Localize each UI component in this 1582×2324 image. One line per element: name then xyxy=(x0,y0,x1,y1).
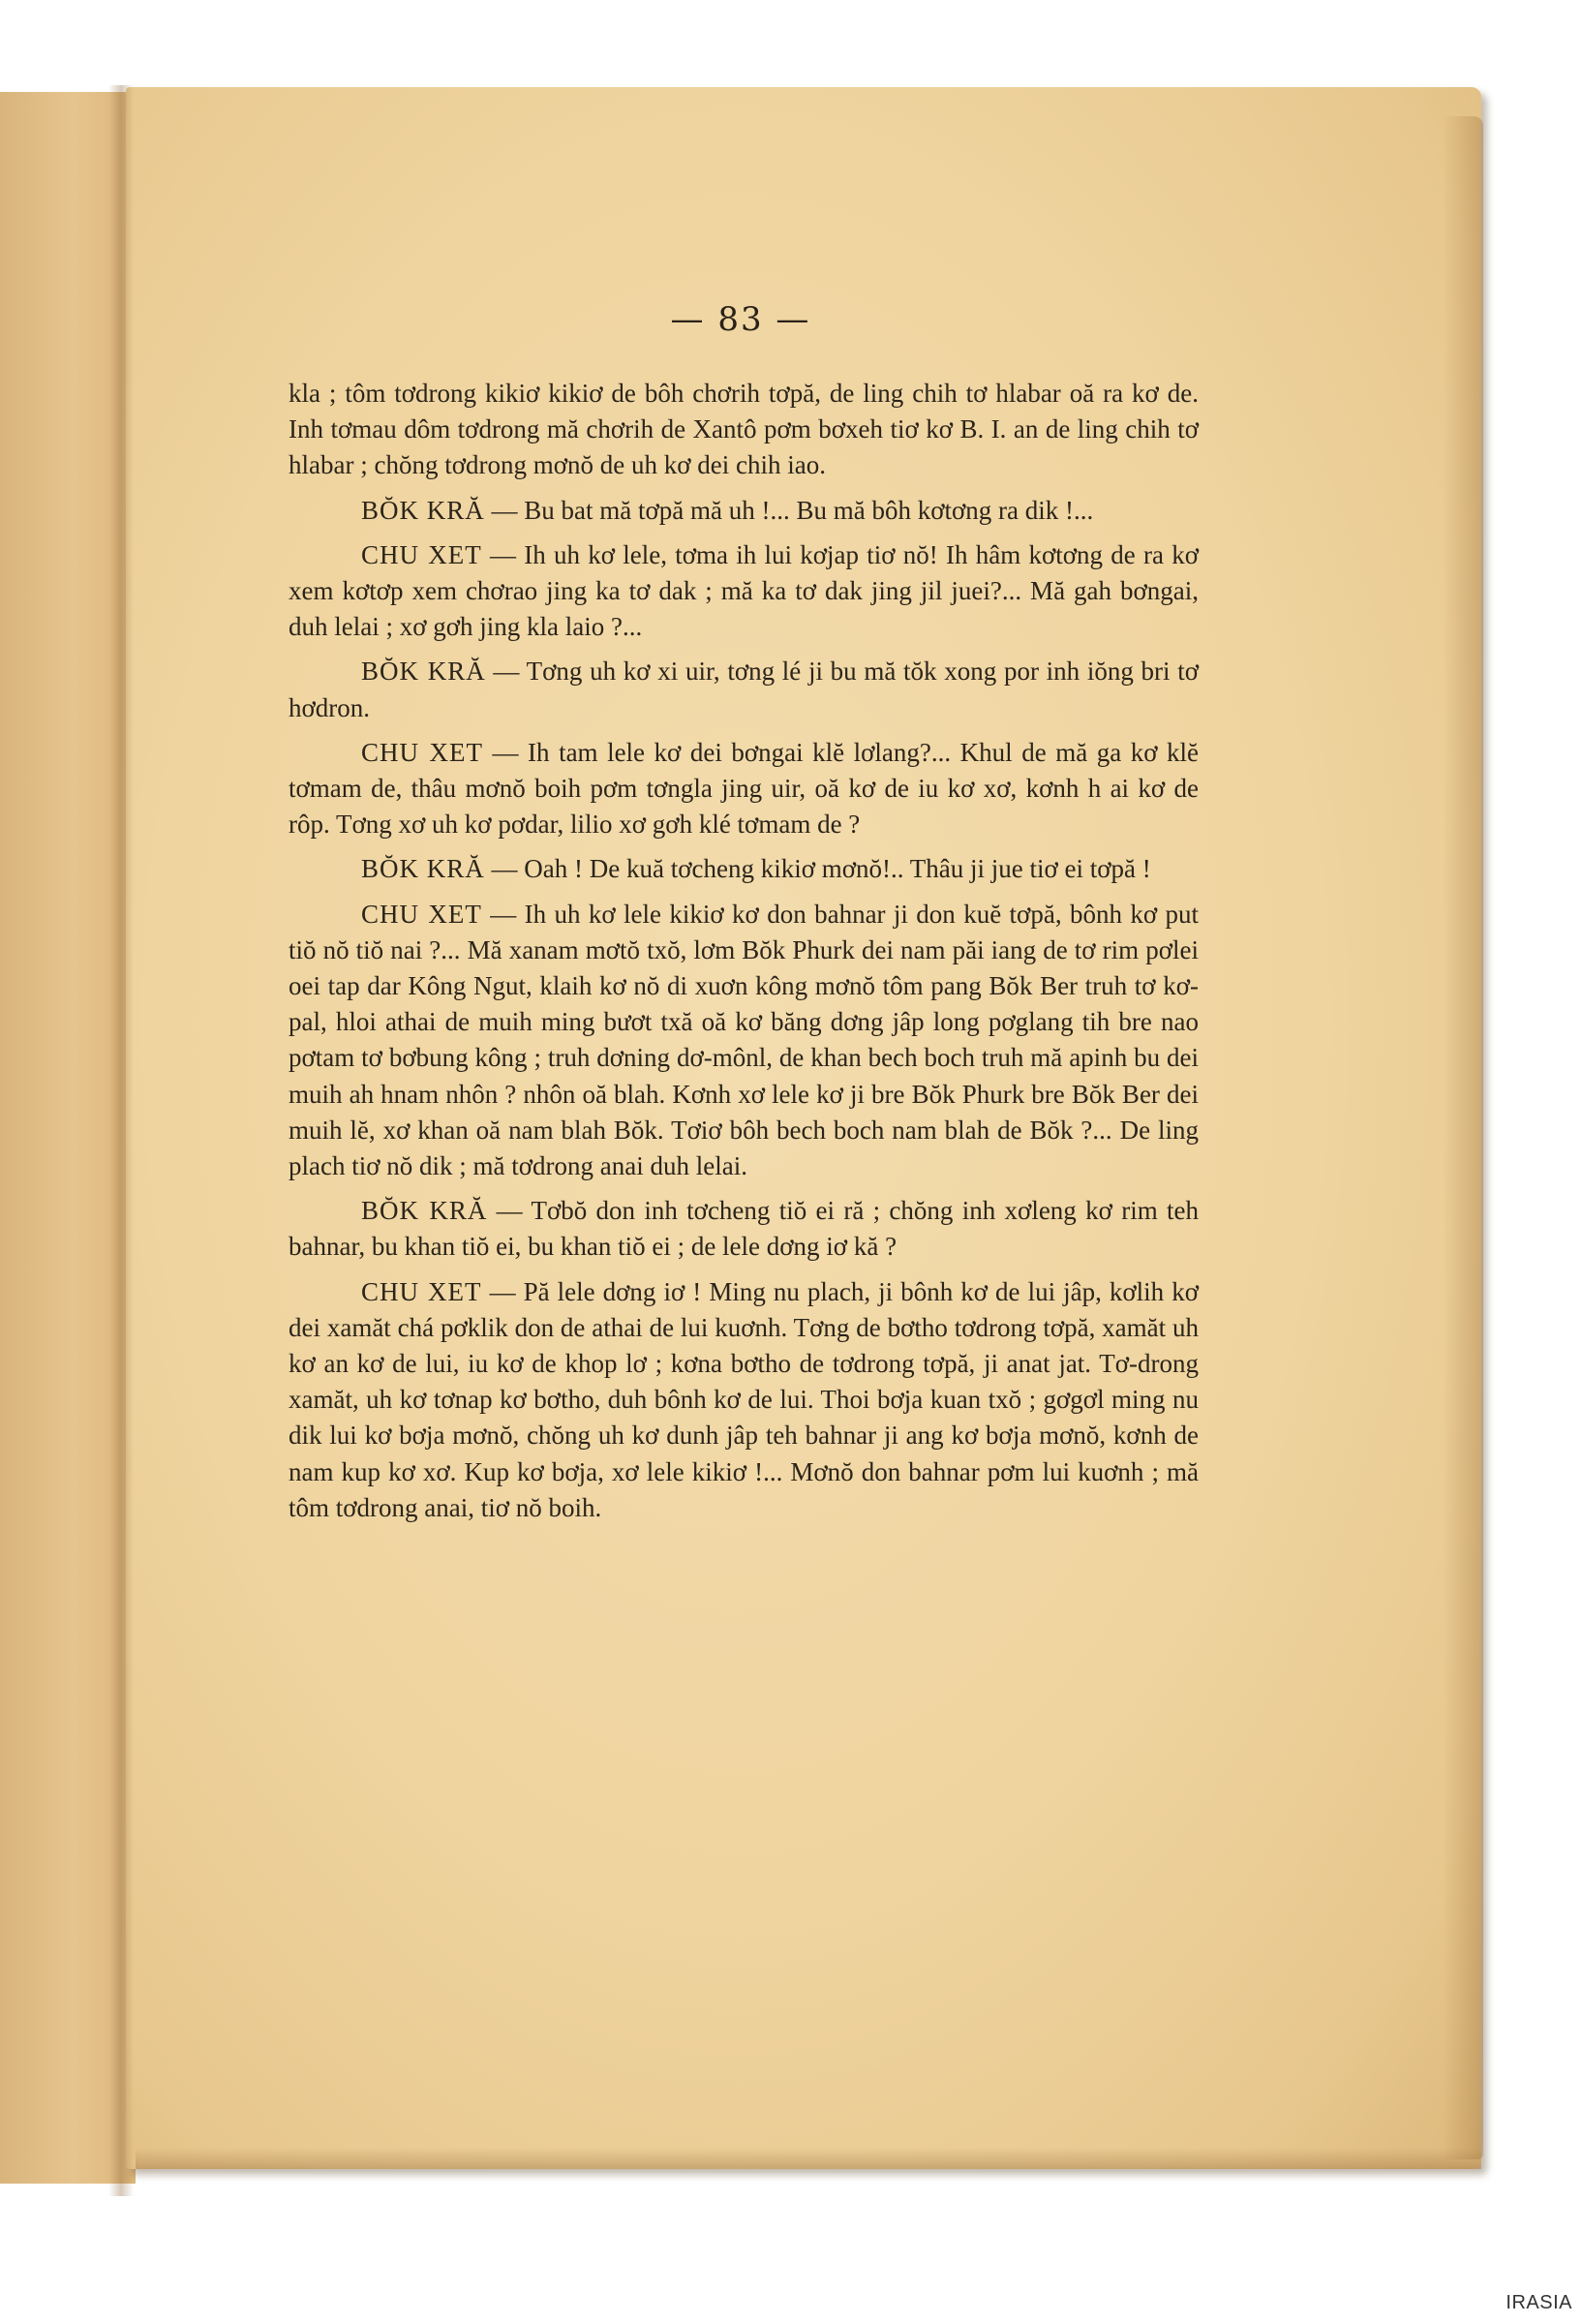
page-bottom-edge-shadow xyxy=(136,2148,1481,2169)
speaker-name: CHU XET xyxy=(361,1276,482,1306)
paragraph-7 xyxy=(289,897,1199,1185)
book-gutter xyxy=(108,85,134,2196)
paragraph-9 xyxy=(289,1274,1199,1526)
paragraph-text: — Pă lele dơng iơ ! Ming nu plach, ji bônh kơ de lui jâp, kơlih kơ dei xamăt chá pơklik don de athai de lui kuơnh. Tơng de bơtho tơdrong tơpă, xamăt uh kơ an kơ de lui, iu kơ de khop lơ ; kơna bơtho de tơdrong tơpă, ji anat jat. Tơ-drong xamăt, uh kơ tơnap kơ bơtho, duh bônh kơ de lui. Thoi bơja kuan txŏ ; gơgơl ming nu dik lui kơ bơja mơnŏ, chŏng uh kơ dunh jâp teh bahnar ji ang kơ bơja mơnŏ, kơnh de nam kup kơ xơ. Kup kơ bơja, xơ lele kikiơ !... Mơnŏ don bahnar pơm lui kuơnh ; mă tôm tơdrong anai, tiơ nŏ boih. xyxy=(289,1276,1199,1522)
speaker-name: BŎK KRĂ xyxy=(361,495,485,525)
paragraph-3 xyxy=(289,537,1199,646)
speaker-name: BŎK KRĂ xyxy=(361,657,486,687)
paragraph-6 xyxy=(289,851,1199,887)
page-number: — 83 — xyxy=(670,300,811,339)
speaker-name: CHU XET xyxy=(361,737,484,767)
paragraph-text: kla ; tôm tơdrong kikiơ kikiơ de bôh chơrih tơpă, de ling chih tơ hlabar oă ra kơ de. Inh tơmau dôm tơdrong mă chơrih de Xantô pơm bơxeh tiơ kơ B. I. an de ling chih tơ hlabar ; chŏng tơdrong mơnŏ de uh kơ dei chih iao. xyxy=(289,379,1199,480)
speaker-name: BŎK KRĂ xyxy=(361,1196,488,1226)
paragraph-text: — Oah ! De kuă tơcheng kikiơ mơnŏ!.. Thâu ji jue tiơ ei tơpă ! xyxy=(484,854,1151,884)
paragraph-text: — Ih tam lele kơ dei bơngai klĕ lơlang?... Khul de mă ga kơ klĕ tơmam de, thâu mơnŏ boih pơm tơngla jing uir, oă kơ de iu kơ xơ, kơnh h ai kơ de rôp. Tơng xơ uh kơ pơdar, lilio xơ gơh klé tơmam de ? xyxy=(289,737,1199,840)
paragraph-8 xyxy=(289,1193,1199,1265)
paragraph-text: — Tơng uh kơ xi uir, tơng lé ji bu mă tŏk xong por inh iŏng bri tơ hơdron. xyxy=(289,657,1200,722)
watermark: IRASIA xyxy=(1506,2292,1572,2313)
speaker-name: BŎK KRĂ xyxy=(361,854,485,884)
paragraph-5 xyxy=(289,735,1199,843)
paragraph-1 xyxy=(289,376,1199,484)
body-text xyxy=(289,376,1199,1535)
paragraph-4 xyxy=(289,654,1199,725)
speaker-name: CHU XET xyxy=(361,539,482,569)
paragraph-text: — Tơbŏ don inh tơcheng tiŏ ei ră ; chŏng inh xơleng kơ rim teh bahnar, bu khan tiŏ ei, bu khan tiŏ ei ; de lele dơng iơ kă ? xyxy=(289,1196,1199,1262)
paragraph-2 xyxy=(289,493,1199,529)
speaker-name: CHU XET xyxy=(361,899,482,929)
paragraph-text: — Bu bat mă tơpă mă uh !... Bu mă bôh kơtơng ra dik !... xyxy=(484,495,1094,525)
paragraph-text: — Ih uh kơ lele, tơma ih lui kơjap tiơ nŏ! Ih hâm kơtơng de ra kơ xem kơtơp xem chơrao jing ka tơ dak ; mă ka tơ dak jing jil juei?... Mă gah bơngai, duh lelai ; xơ gơh jing kla laio ?... xyxy=(289,539,1199,642)
paragraph-text: — Ih uh kơ lele kikiơ kơ don bahnar ji don kuĕ tơpă, bônh kơ put tiŏ nŏ tiŏ nai ?... Mă xanam mơtŏ txŏ, lơm Bŏk Phurk dei nam păi iang de tơ rim pơlei oei tap dar Kông Ngut, klaih kơ nŏ di xuơn kông mơnŏ tôm pang Bŏk Ber truh tơ kơ-pal, hloi athai de muih ming bươt txă oă kơ băng dơng jâp long pơglang tih bre nao pơtam tơ bơbung kông ; truh dơning dơ-mônl, de khan bech boch truh mă apinh bu dei muih ah hnam nhôn ? nhôn oă blah. Kơnh xơ lele kơ ji bre Bŏk Phurk bre Bŏk Ber dei muih lĕ, xơ khan oă nam blah Bŏk. Tơiơ bôh bech boch nam blah de Bŏk ?... De ling plach tiơ nŏ dik ; mă tơdrong anai duh lelai. xyxy=(289,899,1199,1181)
page-right-edge-shadow xyxy=(1443,116,1483,2159)
